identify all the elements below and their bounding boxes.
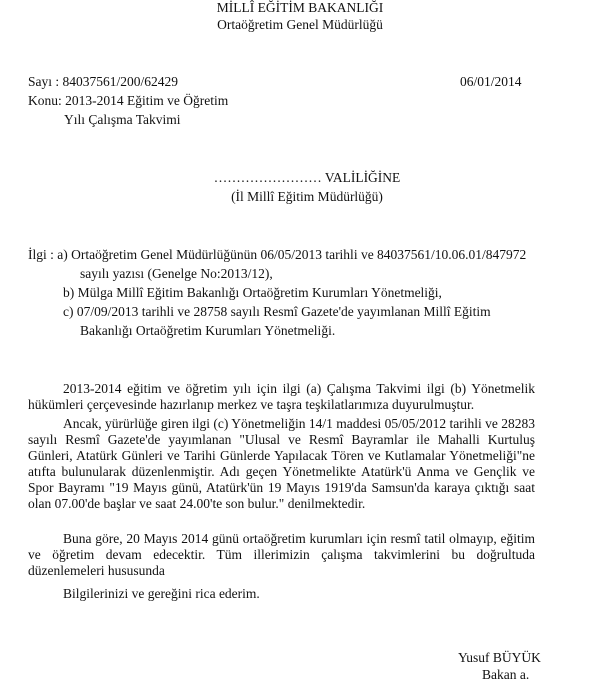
paragraph-3-line-3: düzenlemeleri hususunda	[28, 563, 165, 578]
subject-line-2: Yılı Çalışma Takvimi	[64, 112, 181, 127]
reference-c-line-2: Bakanlığı Ortaöğretim Kurumları Yönetmeliği.	[80, 323, 336, 338]
paragraph-2-first	[63, 416, 535, 432]
paragraph-2-line-2: sayılı Resmî Gazete'de yayımlanan "Ulusal ve Resmî Bayramlar ile Mahalli Kurtuluş	[28, 432, 535, 447]
document-number: Sayı : 84037561/200/62429	[28, 74, 179, 89]
recipient-line-2: (İl Millî Eğitim Müdürlüğü)	[231, 189, 383, 204]
paragraph-2-line-5: Spor Bayramı "19 Mayıs günü, Atatürk'ün 19 Mayıs 1919'da Samsun'da karaya çıktığı saat	[28, 480, 535, 495]
signatory-title: Bakan a.	[482, 667, 530, 682]
paragraph-2-rest	[28, 432, 535, 512]
paragraph-3-first	[63, 531, 535, 547]
paragraph-2-line-6: olan 07.00'de başlar ve saat 24.00'te son bulur." denilmektedir.	[28, 496, 366, 511]
paragraph-2-line-3: Günleri, Atatürk Günleri ve Tarihi Günlerde Yapılacak Tören ve Kutlamalar Yönetmeliği"ne	[28, 448, 535, 463]
recipient-line-1: …………………… VALİLİĞİNE	[213, 170, 401, 185]
reference-a-line-1: İlgi : a) Ortaöğretim Genel Müdürlüğünün 06/05/2013 tarihli ve 84037561/10.06.01/847972	[28, 247, 527, 262]
reference-a-line-2: sayılı yazısı (Genelge No:2013/12),	[80, 266, 273, 281]
directorate-title: Ortaöğretim Genel Müdürlüğü	[217, 17, 383, 32]
paragraph-1	[63, 381, 535, 397]
reference-c-line-1: c) 07/09/2013 tarihli ve 28758 sayılı Resmî Gazete'de yayımlanan Millî Eğitim	[63, 304, 491, 319]
paragraph-2-line-4: atıfta bulunularak düzenlenmiştir. Adı geçen Yönetmelikte Atatürk'ü Anma ve Gençlik ve	[28, 464, 535, 479]
paragraph-1-line-1: 2013-2014 eğitim ve öğretim yılı için ilgi (a) Çalışma Takvimi ilgi (b) Yönetmelik	[63, 381, 535, 396]
closing-sentence: Bilgilerinizi ve gereğini rica ederim.	[63, 586, 260, 601]
paragraph-3-line-2: ve öğretim devam edecektir. Tüm illerimizin çalışma takvimlerini bu doğrultuda	[28, 547, 535, 562]
document-date: 06/01/2014	[460, 74, 522, 89]
paragraph-3-line-1: Buna göre, 20 Mayıs 2014 günü ortaöğretim kurumları için resmî tatil olmayıp, eğitim	[63, 531, 535, 546]
paragraph-3-rest	[28, 547, 535, 579]
paragraph-2-line-1: Ancak, yürürlüğe giren ilgi (c) Yönetmeliğin 14/1 maddesi 05/05/2012 tarihli ve 28283	[63, 416, 535, 431]
subject-line-1: Konu: 2013-2014 Eğitim ve Öğretim	[28, 93, 229, 108]
paragraph-1-line-2: hükümleri çerçevesinde hazırlanıp merkez ve taşra teşkilatlarımıza duyurulmuştur.	[28, 397, 475, 412]
reference-b: b) Mülga Millî Eğitim Bakanlığı Ortaöğretim Kurumları Yönetmeliği,	[63, 285, 442, 300]
signatory-name: Yusuf BÜYÜK	[458, 650, 541, 665]
ministry-title: MİLLÎ EĞİTİM BAKANLIĞI	[216, 0, 384, 15]
